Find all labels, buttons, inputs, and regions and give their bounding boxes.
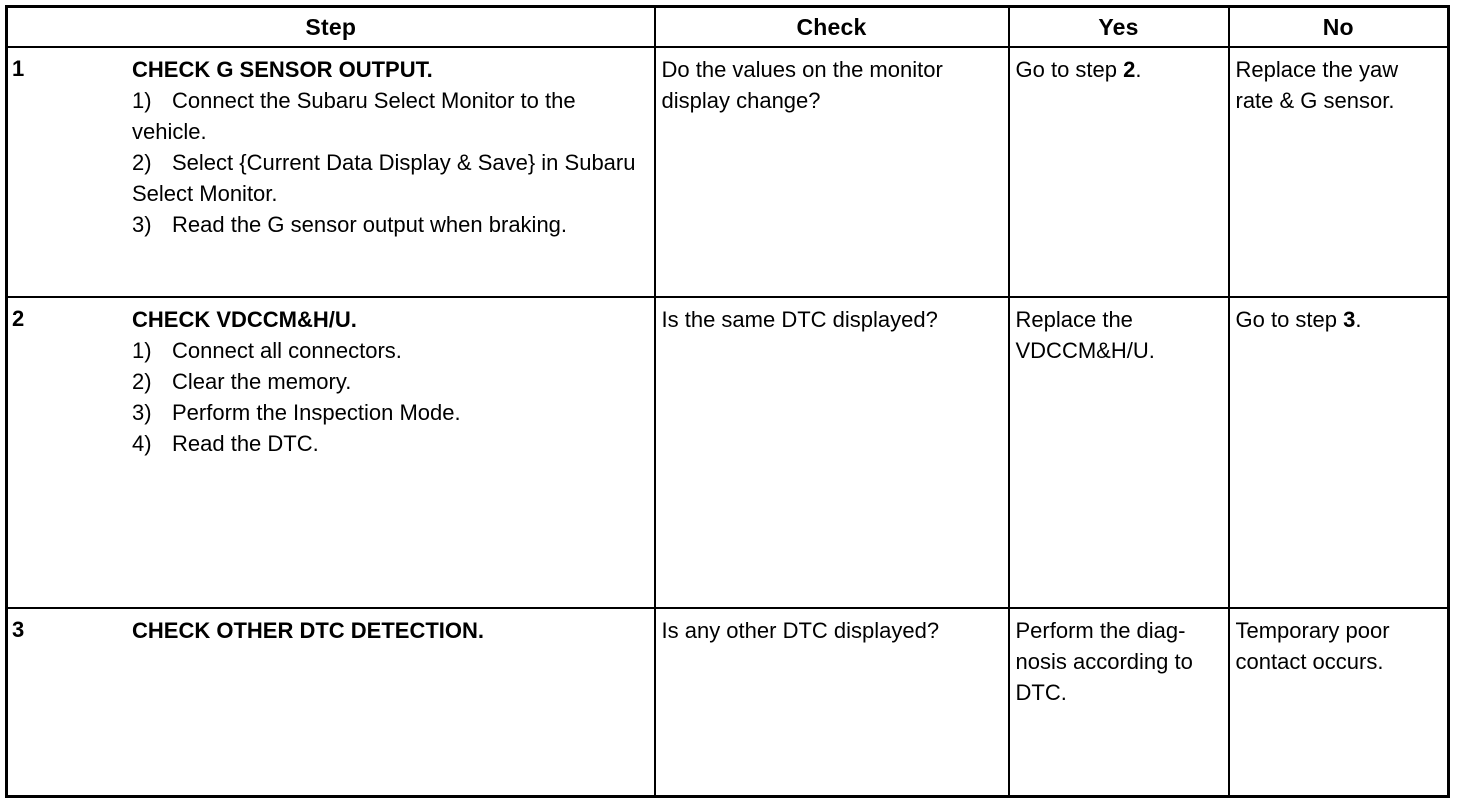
substep-text: Read the DTC.	[172, 431, 319, 456]
substep-text: Clear the memory.	[172, 369, 352, 394]
no-text-main: Temporary poor contact occurs.	[1235, 618, 1390, 674]
substep	[132, 85, 646, 147]
substep	[132, 209, 646, 240]
header-step: Step	[7, 7, 655, 48]
no-text-suffix: .	[1355, 307, 1362, 332]
step-number: 1	[12, 56, 25, 81]
step-title: CHECK OTHER DTC DETECTION.	[132, 618, 484, 643]
yes-cell	[1009, 297, 1229, 608]
step-cell	[7, 47, 655, 297]
no-cell	[1229, 47, 1449, 297]
substep-number: 1)	[132, 88, 152, 113]
step-cell	[7, 297, 655, 608]
no-cell	[1229, 297, 1449, 608]
no-cell	[1229, 608, 1449, 796]
step-body	[132, 298, 654, 459]
no-text-main: Replace the yaw rate & G sensor.	[1235, 57, 1399, 113]
header-yes: Yes	[1009, 7, 1229, 48]
header-no: No	[1229, 7, 1449, 48]
yes-text-main: Go to step	[1015, 57, 1124, 82]
diagnostic-table	[5, 5, 1450, 798]
substep-number: 3)	[132, 400, 152, 425]
substep-number: 1)	[132, 338, 152, 363]
substep-text: Select {Current Data Display & Save} in Subaru Select Monitor.	[132, 150, 636, 206]
step-cell	[7, 608, 655, 796]
substep	[132, 147, 646, 209]
header-row	[7, 7, 1449, 48]
step-number: 3	[12, 617, 25, 642]
check-cell	[655, 297, 1009, 608]
header-check: Check	[655, 7, 1009, 48]
step-title: CHECK G SENSOR OUTPUT.	[132, 57, 433, 82]
check-cell	[655, 47, 1009, 297]
table-row	[7, 297, 1449, 608]
substep-number: 2)	[132, 150, 152, 175]
yes-text	[1010, 609, 1228, 708]
substep-number: 2)	[132, 369, 152, 394]
yes-cell	[1009, 47, 1229, 297]
table-row	[7, 47, 1449, 297]
yes-text-main: Replace the VDCCM&H/U.	[1015, 307, 1155, 363]
no-step-ref: 3	[1343, 307, 1356, 332]
check-text: Is the same DTC displayed?	[661, 307, 938, 332]
substep-text: Read the G sensor output when braking.	[172, 212, 568, 237]
no-text	[1230, 609, 1448, 677]
table-row	[7, 608, 1449, 796]
substep-text: Perform the Inspection Mode.	[172, 400, 461, 425]
substep-text: Connect all connectors.	[172, 338, 402, 363]
yes-text-suffix: .	[1135, 57, 1142, 82]
substep-text: Connect the Subaru Select Monitor to the vehicle.	[132, 88, 576, 144]
substep-number: 3)	[132, 212, 152, 237]
step-body	[132, 609, 654, 646]
yes-text-main: Perform the diag- nosis according to DTC.	[1015, 618, 1193, 705]
step-number: 2	[12, 306, 25, 331]
substep	[132, 366, 646, 397]
yes-text	[1010, 48, 1228, 85]
step-body	[132, 48, 654, 240]
yes-text	[1010, 298, 1228, 366]
check-text: Is any other DTC displayed?	[661, 618, 940, 643]
yes-cell	[1009, 608, 1229, 796]
no-text-main: Go to step	[1235, 307, 1344, 332]
step-title: CHECK VDCCM&H/U.	[132, 307, 357, 332]
substep-number: 4)	[132, 431, 152, 456]
yes-step-ref: 2	[1123, 57, 1136, 82]
substep	[132, 397, 646, 428]
no-text	[1230, 298, 1448, 335]
check-cell	[655, 608, 1009, 796]
no-text	[1230, 48, 1448, 116]
check-text: Do the values on the monitor display change?	[661, 57, 943, 113]
substep	[132, 428, 646, 459]
substep	[132, 335, 646, 366]
